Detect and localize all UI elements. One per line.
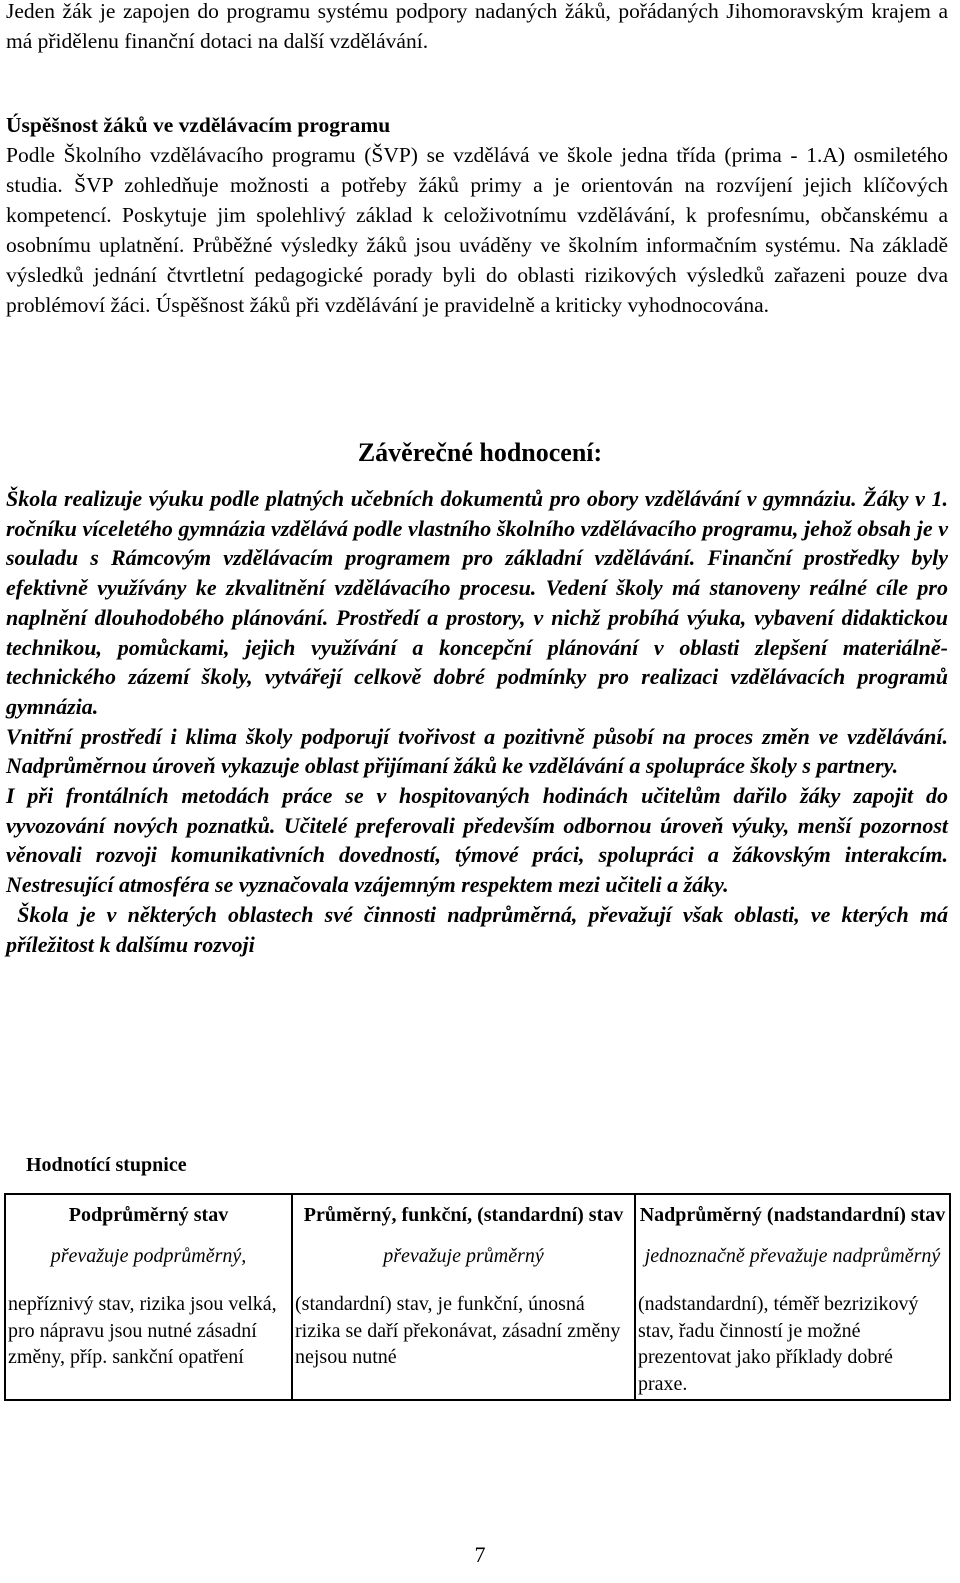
final-evaluation-title: Závěrečné hodnocení: <box>357 438 603 467</box>
success-section <box>6 110 948 320</box>
column-subheading: převažuje podprůměrný, <box>50 1244 247 1267</box>
rating-scale-table <box>4 1193 951 1401</box>
final-paragraph-1: Škola realizuje výuku podle platných učebních dokumentů pro obory vzdělávání v gymnáziu. Žáky v 1. ročníku víceletého gymnázia vzdělává podle vlastního školního vzdělávacího programu, jehož obsah je v souladu s Rámcovým vzdělávacím programem pro základní vzdělávání. Finanční prostředky byly efektivně využívány ke zkvalitnění vzdělávacího procesu. Vedení školy má stanoveny reálné cíle pro naplnění dlouhodobého plánování. Prostředí a prostory, v nichž probíhá výuka, vybavení didaktickou technikou, pomůckami, jejich využívání a koncepční plánování v oblasti zlepšení materiálně-technického zázemí školy, vytvářejí celkově dobré podmínky pro realizaci vzdělávacích programů gymnázia. <box>6 486 948 719</box>
column-heading: Podprůměrný stav <box>68 1204 229 1226</box>
final-evaluation-body <box>6 484 954 959</box>
column-heading: Průměrný, funkční, (standardní) stav <box>303 1204 624 1226</box>
column-subheading: převažuje průměrný <box>383 1244 544 1267</box>
rating-scale-label: Hodnotící stupnice <box>26 1154 187 1176</box>
column-heading: Nadprůměrný (nadstandardní) stav <box>639 1204 946 1226</box>
scale-column-below-average <box>5 1194 292 1400</box>
scale-column-above-average <box>635 1194 950 1400</box>
column-subheading: jednoznačně převažuje nadprůměrný <box>644 1244 941 1267</box>
column-description: nepříznivý stav, rizika jsou velká, pro nápravu jsou nutné zásadní změny, příp. sankční opatření <box>8 1293 277 1368</box>
success-heading: Úspěšnost žáků ve vzdělávacím programu <box>6 113 391 137</box>
intro-paragraph: Jeden žák je zapojen do programu systému podpory nadaných žáků, pořádaných Jihomoravským krajem a má přidělenu finanční dotaci na další vzdělávání. <box>6 0 948 53</box>
final-paragraph-3: I při frontálních metodách práce se v hospitovaných hodinách učitelům dařilo žáky zapojit do vyvozování nových poznatků. Učitelé preferovali především odbornou úroveň výuky, menší pozornost věnovali rozvoji komunikativních dovedností, týmové práci, spolupráci a žákovským interakcím. Nestresující atmosféra se vyznačovala vzájemným respektem mezi učiteli a žáky. <box>6 783 948 898</box>
final-paragraph-4: Škola je v některých oblastech své činnosti nadprůměrná, převažují však oblasti, ve kterých má příležitost k dalšímu rozvoji <box>6 901 954 957</box>
table-row <box>5 1194 950 1400</box>
column-description: (standardní) stav, je funkční, únosná rizika se daří překonávat, zásadní změny nejsou nutné <box>295 1293 621 1368</box>
column-description: (nadstandardní), téměř bezrizikový stav, řadu činností je možné prezentovat jako příklady dobré praxe. <box>638 1293 919 1395</box>
success-body: Podle Školního vzdělávacího programu (ŠVP) se vzdělává ve škole jedna třída (prima - 1.A) osmiletého studia. ŠVP zohledňuje možnosti a potřeby žáků primy a je orientován na rozvíjení jejich klíčových kompetencí. Poskytuje jim spolehlivý základ k celoživotnímu vzdělávání, k profesnímu, občanskému a osobnímu uplatnění. Průběžné výsledky žáků jsou uváděny ve školním informačním systému. Na základě výsledků jednání čtvrtletní pedagogické porady byli do oblasti rizikových výsledků zařazeni pouze dva problémoví žáci. Úspěšnost žáků při vzdělávání je pravidelně a kriticky vyhodnocována. <box>6 143 948 317</box>
final-paragraph-2: Vnitřní prostředí i klima školy podporují tvořivost a pozitivně působí na proces změn ve vzdělávání. Nadprůměrnou úroveň vykazuje oblast přijímaní žáků ke vzdělávání a spolupráce školy s partnery. <box>6 723 948 779</box>
page-number: 7 <box>474 1542 486 1567</box>
scale-column-average <box>292 1194 635 1400</box>
